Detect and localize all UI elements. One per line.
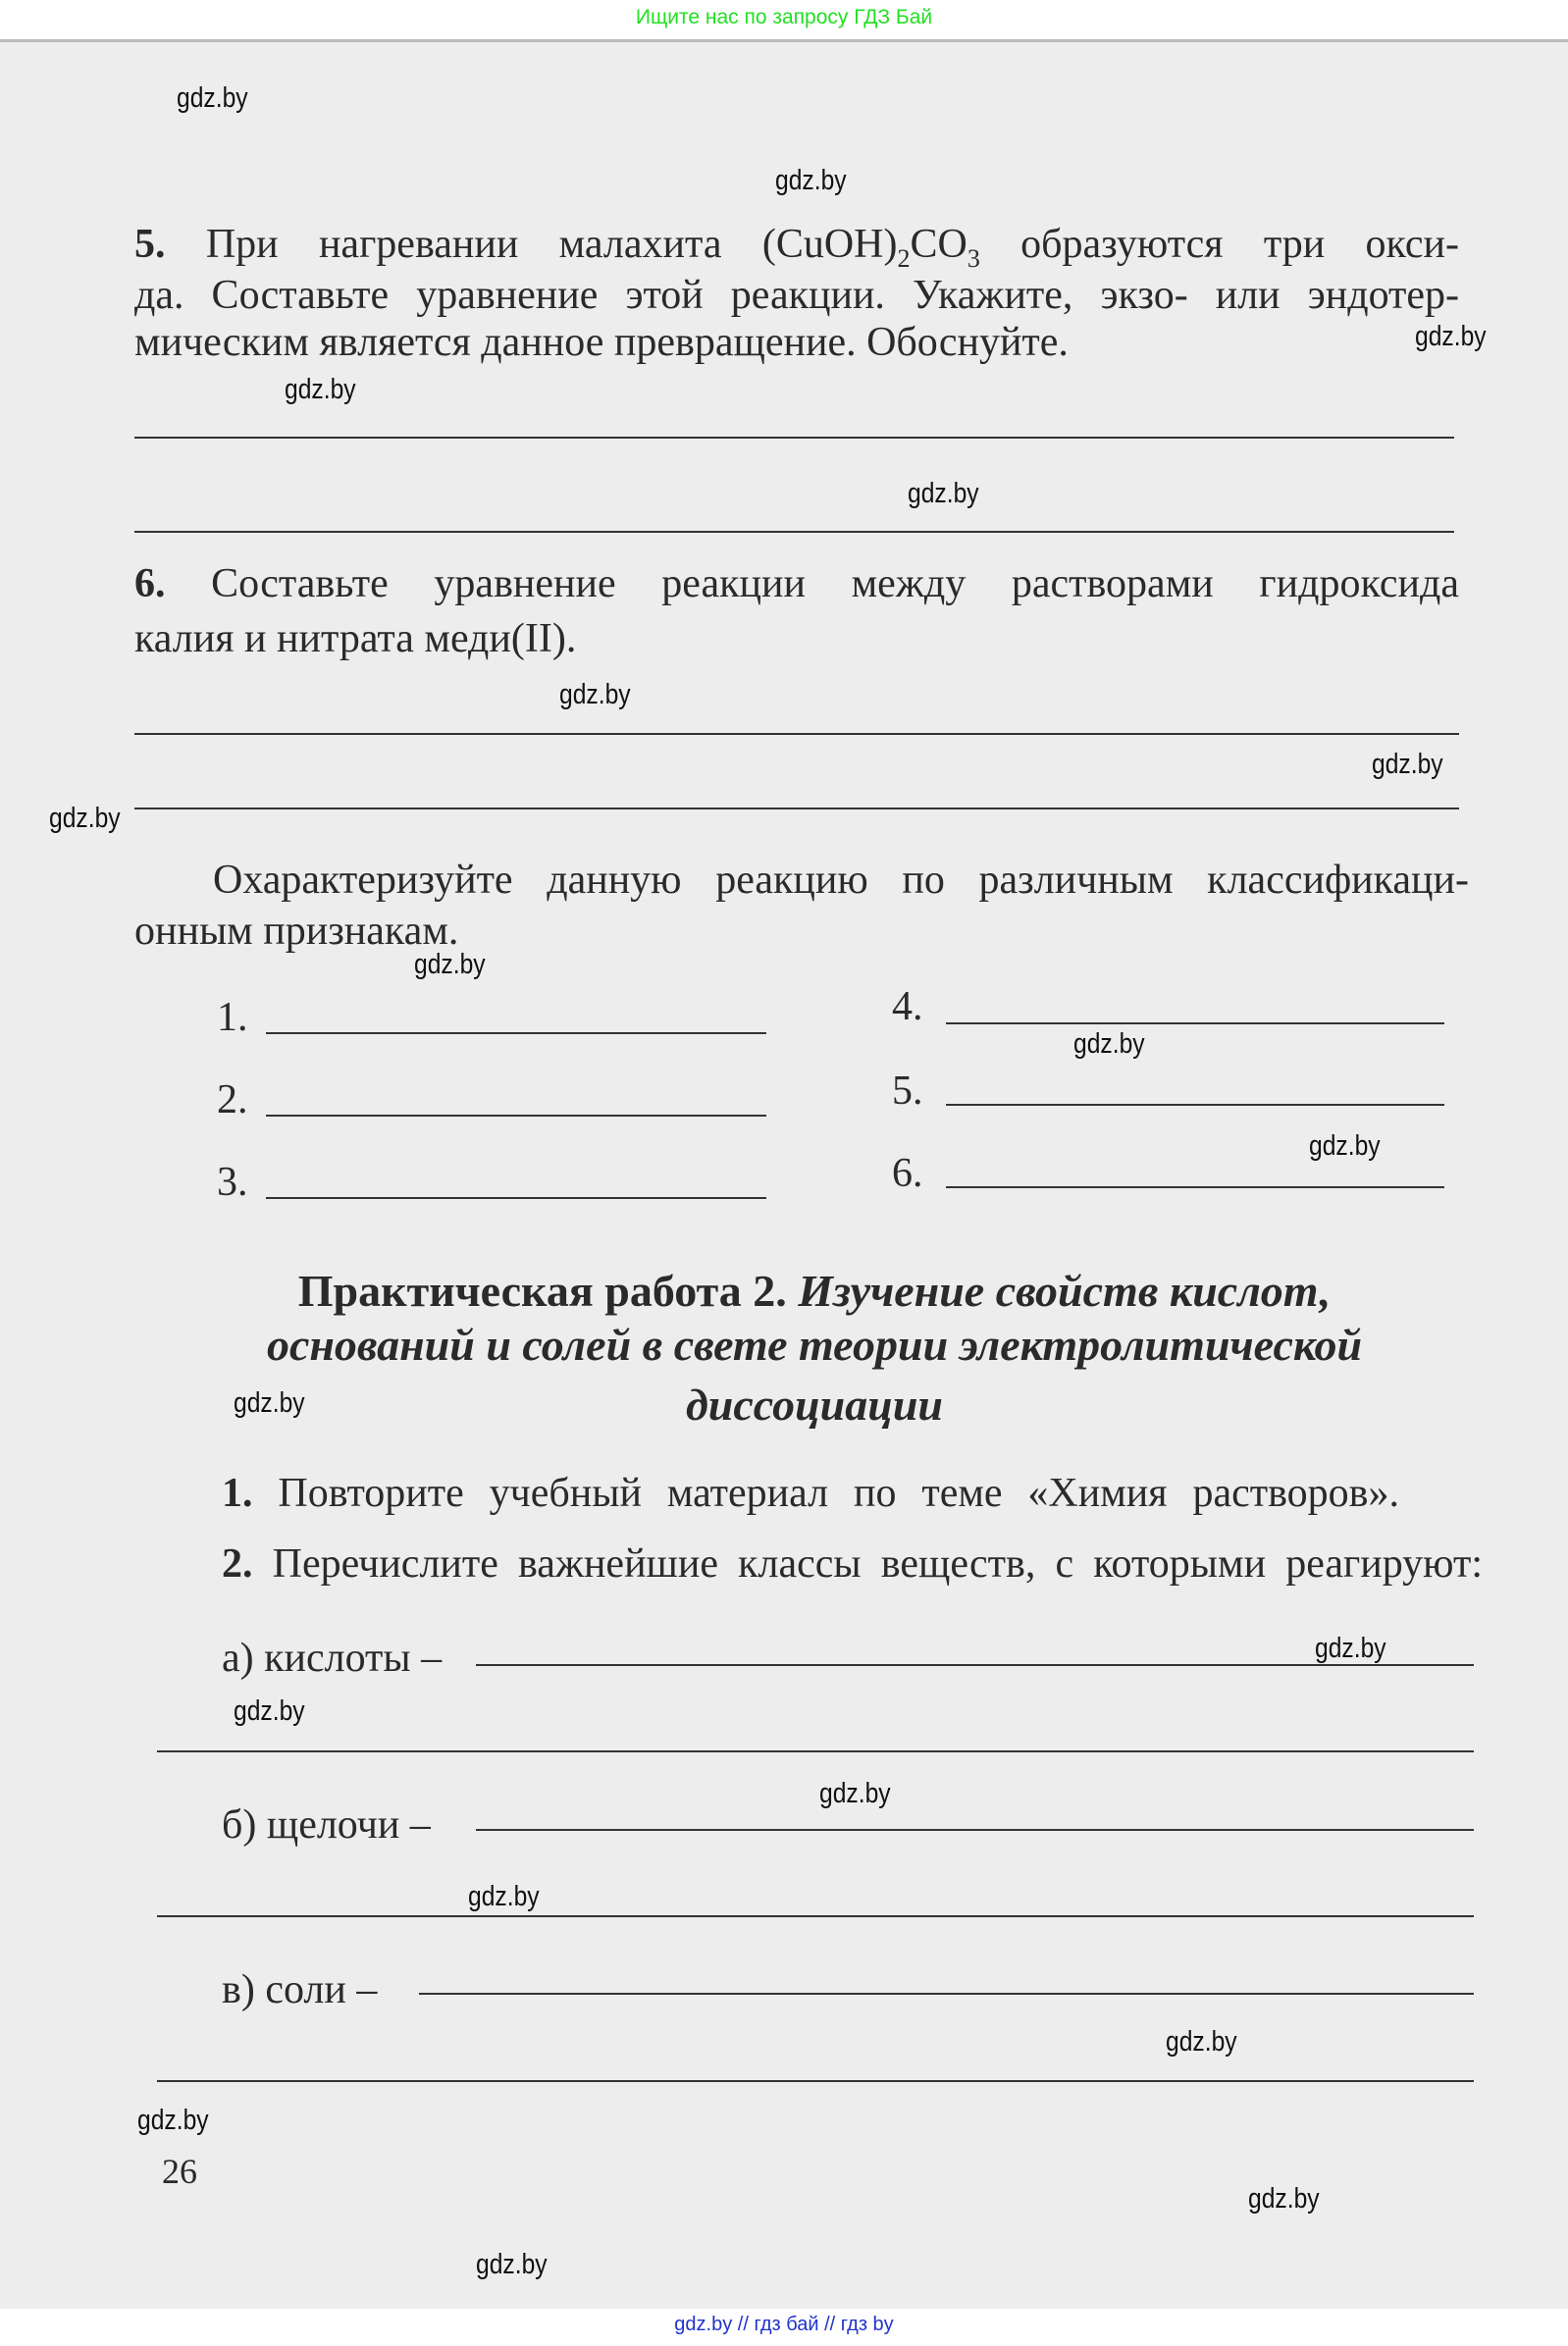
answer-line[interactable] <box>419 1993 1474 1995</box>
watermark: gdz.by <box>1315 1633 1386 1664</box>
watermark: gdz.by <box>819 1778 891 1809</box>
watermark: gdz.by <box>1309 1130 1381 1162</box>
answer-line[interactable] <box>946 1186 1444 1188</box>
item-1: 1. <box>217 995 248 1040</box>
watermark: gdz.by <box>468 1881 540 1912</box>
item-2: 2. <box>217 1077 248 1122</box>
item-5: 5. <box>892 1069 923 1114</box>
task5-text: CO <box>910 222 967 267</box>
task6-number: 6. <box>134 561 166 606</box>
title-plain: Практическая работа 2. <box>297 1266 787 1316</box>
page-number: 26 <box>162 2152 197 2191</box>
answer-line[interactable] <box>134 531 1454 533</box>
watermark: gdz.by <box>234 1695 305 1727</box>
watermark: gdz.by <box>1248 2183 1320 2215</box>
label-acids: а) кислоты – <box>222 1636 443 1681</box>
watermark: gdz.by <box>775 165 847 196</box>
answer-line[interactable] <box>157 2080 1474 2082</box>
watermark: gdz.by <box>559 679 631 710</box>
step1-text: Повторите учебный материал по теме «Химия растворов». <box>278 1471 1399 1516</box>
footer-banner <box>0 2308 1568 2346</box>
title-italic: диссоциации <box>685 1380 943 1430</box>
answer-line[interactable] <box>134 808 1459 809</box>
task5-line2: да. Составьте уравнение этой реакции. Укажите, экзо- или эндотер- <box>134 273 1459 318</box>
watermark: gdz.by <box>1073 1028 1145 1060</box>
task5-number: 5. <box>134 222 166 267</box>
watermark: gdz.by <box>285 374 356 405</box>
step1-number: 1. <box>222 1471 253 1516</box>
task5-text: образуются три окси- <box>979 222 1459 267</box>
answer-line[interactable] <box>266 1032 766 1034</box>
watermark: gdz.by <box>234 1387 305 1419</box>
task5-line3: мическим является данное превращение. Обоснуйте. <box>134 320 1069 365</box>
step2-text: Перечислите важнейшие классы веществ, с которыми реагируют: <box>272 1541 1483 1587</box>
title-italic: оснований и солей в свете теории электролитической <box>266 1320 1363 1370</box>
watermark: gdz.by <box>177 82 248 114</box>
subscript: 3 <box>967 244 980 273</box>
watermark: gdz.by <box>49 803 121 834</box>
task6-text: Составьте уравнение реакции между растворами гидроксида <box>211 561 1459 606</box>
watermark: gdz.by <box>476 2249 548 2280</box>
watermark: gdz.by <box>1415 321 1487 352</box>
answer-line[interactable] <box>157 1915 1474 1917</box>
practical-title-line1 <box>147 1264 1482 1319</box>
answer-line[interactable] <box>946 1022 1444 1024</box>
task5-line1 <box>134 220 1459 273</box>
watermark: gdz.by <box>414 949 486 980</box>
watermark: gdz.by <box>137 2105 209 2136</box>
answer-line[interactable] <box>476 1829 1474 1831</box>
practical-title-line2 <box>147 1318 1482 1373</box>
task5-text: При нагревании малахита (CuOH) <box>205 222 898 267</box>
task6-line1 <box>134 559 1459 608</box>
practical-title-line3 <box>147 1378 1482 1433</box>
answer-line[interactable] <box>266 1197 766 1199</box>
step2 <box>222 1539 1483 1589</box>
step1 <box>222 1469 1399 1518</box>
watermark: gdz.by <box>1166 2026 1237 2058</box>
top-banner-text: Ищите нас по запросу ГДЗ Бай <box>635 6 933 28</box>
answer-line[interactable] <box>134 733 1459 735</box>
task6-line2: калия и нитрата меди(II). <box>134 616 577 661</box>
answer-line[interactable] <box>266 1115 766 1117</box>
title-italic: Изучение свойств кислот, <box>798 1266 1332 1316</box>
watermark: gdz.by <box>1372 749 1443 780</box>
answer-line[interactable] <box>134 437 1454 439</box>
label-alkalis: б) щелочи – <box>222 1802 431 1848</box>
item-4: 4. <box>892 984 923 1029</box>
watermark: gdz.by <box>908 478 979 509</box>
task6-line3: Охарактеризуйте данную реакцию по различным классификаци- <box>213 858 1469 903</box>
item-3: 3. <box>217 1160 248 1205</box>
item-6: 6. <box>892 1151 923 1196</box>
step2-number: 2. <box>222 1541 253 1587</box>
task6-line4: онным признакам. <box>134 909 459 954</box>
subscript: 2 <box>897 244 911 273</box>
top-banner <box>0 0 1568 39</box>
answer-line[interactable] <box>157 1750 1474 1752</box>
footer-banner-text[interactable]: gdz.by // гдз бай // гдз by <box>674 2314 894 2335</box>
label-salts: в) соли – <box>222 1967 378 2012</box>
answer-line[interactable] <box>946 1104 1444 1106</box>
